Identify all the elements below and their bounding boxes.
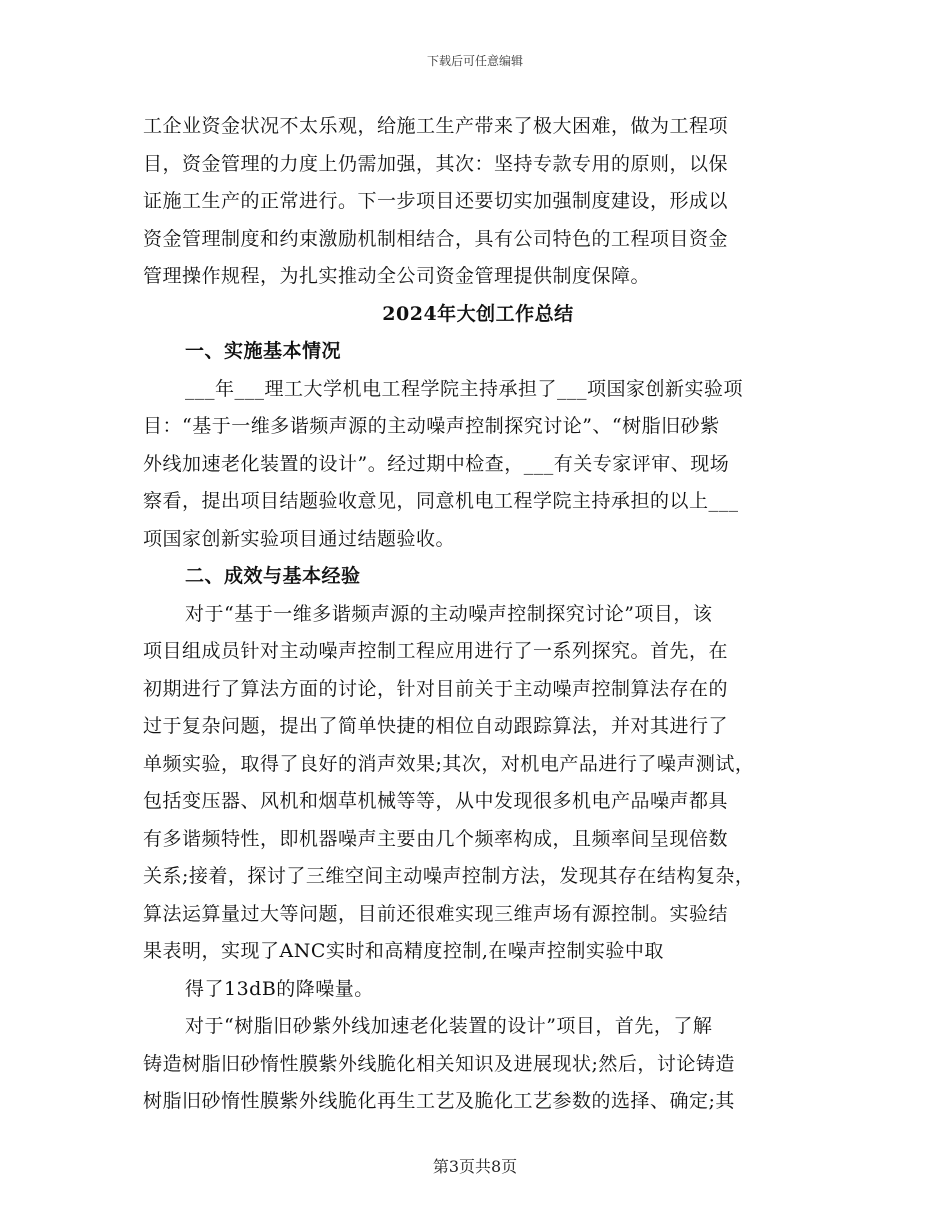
page-number: 第3页共8页 <box>432 1157 518 1176</box>
body-line: 项目组成员针对主动噪声控制工程应用进行了一系列探究。首先，在 <box>143 640 729 662</box>
document-title: 2024年大创工作总结 <box>382 302 574 325</box>
body-line: 资金管理制度和约束激励机制相结合，具有公司特色的工程项目资金 <box>143 227 729 250</box>
paragraph-first-line: ___年___理工大学机电工程学院主持承担了___项国家创新实验项 <box>185 377 744 400</box>
body-line: 有多谐频特性，即机器噪声主要由几个频率构成，且频率间呈现倍数 <box>143 827 729 850</box>
body-line: 铸造树脂旧砂惰性膜紫外线脆化相关知识及进展现状;然后，讨论铸造 <box>143 1052 735 1075</box>
body-line: 关系;接着，探讨了三维空间主动噪声控制方法，发现其存在结构复杂， <box>143 865 755 887</box>
body-line: 果表明，实现了ANC实时和高精度控制,在噪声控制实验中取 <box>143 940 664 962</box>
page-header: 下载后可任意编辑 <box>426 54 523 68</box>
body-line: 外线加速老化装置的设计”。经过期中检查，___有关专家评审、现场 <box>143 452 730 475</box>
section-heading: 一、实施基本情况 <box>185 340 342 362</box>
body-line: 项国家创新实验项目通过结题验收。 <box>143 527 456 550</box>
body-line: 算法运算量过大等问题，目前还很难实现三维声场有源控制。实验结 <box>143 902 729 925</box>
body-line: 证施工生产的正常进行。下一步项目还要切实加强制度建设，形成以 <box>143 190 729 212</box>
body-line: 察看，提出项目结题验收意见，同意机电工程学院主持承担的以上___ <box>143 490 739 512</box>
body-line: 单频实验，取得了良好的消声效果;其次，对机电产品进行了噪声测试， <box>143 752 755 775</box>
document-body <box>143 108 813 1121</box>
body-line: 树脂旧砂惰性膜紫外线脆化再生工艺及脆化工艺参数的选择、确定;其 <box>143 1090 735 1112</box>
body-line: 初期进行了算法方面的讨论，针对目前关于主动噪声控制算法存在的 <box>143 677 729 700</box>
body-line: 管理操作规程，为扎实推动全公司资金管理提供制度保障。 <box>143 265 651 287</box>
paragraph-first-line: 对于“基于一维多谐频声源的主动噪声控制探究讨论”项目，该 <box>185 602 713 625</box>
body-line: 过于复杂问题，提出了简单快捷的相位自动跟踪算法，并对其进行了 <box>143 715 729 737</box>
body-line: 目，资金管理的力度上仍需加强，其次：坚持专款专用的原则，以保 <box>143 152 729 175</box>
body-line: 目：“基于一维多谐频声源的主动噪声控制探究讨论”、“树脂旧砂紫 <box>143 415 720 437</box>
section-heading: 二、成效与基本经验 <box>185 565 361 587</box>
body-line: 得了13dB的降噪量。 <box>185 977 374 1000</box>
paragraph-first-line: 对于“树脂旧砂紫外线加速老化装置的设计”项目，首先，了解 <box>185 1015 713 1037</box>
body-line: 工企业资金状况不太乐观，给施工生产带来了极大困难，做为工程项 <box>143 115 729 137</box>
body-line: 包括变压器、风机和烟草机械等等，从中发现很多机电产品噪声都具 <box>143 790 729 812</box>
